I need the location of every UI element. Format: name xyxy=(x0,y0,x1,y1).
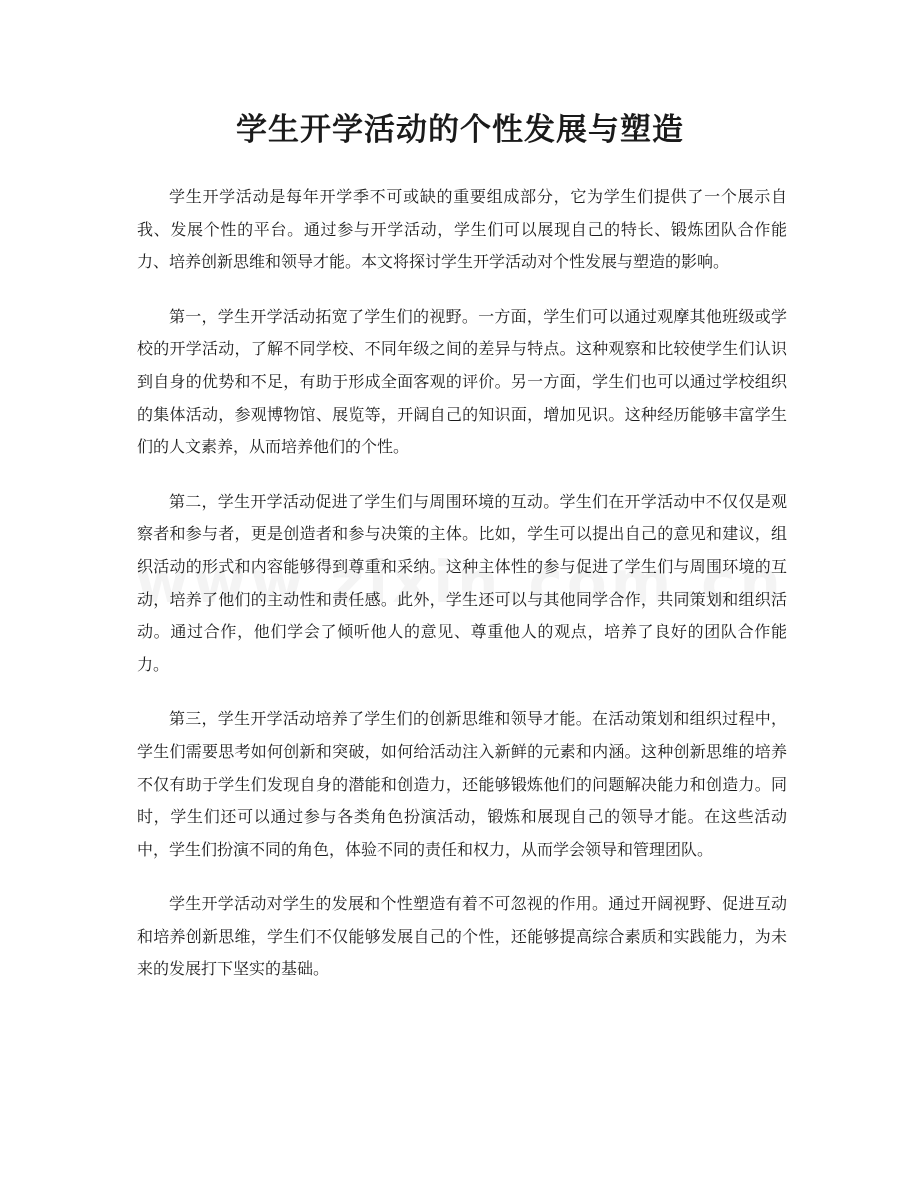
document-body xyxy=(137,181,787,1008)
paragraph-conclusion: 学生开学活动对学生的发展和个性塑造有着不可忽视的作用。通过开阔视野、促进互动和培养创新思维，学生们不仅能够发展自己的个性，还能够提高综合素质和实践能力，为未来的发展打下坚实的基础。 xyxy=(137,894,787,979)
paragraph-second-point: 第二，学生开学活动促进了学生们与周围环境的互动。学生们在开学活动中不仅仅是观察者和参与者，更是创造者和参与决策的主体。比如，学生可以提出自己的意见和建议，组织活动的形式和内容能够得到尊重和采纳。这种主体性的参与促进了学生们与周围环境的互动，培养了他们的主动性和责任感。此外，学生还可以与其他同学合作，共同策划和组织活动。通过合作，他们学会了倾听他人的意见、尊重他人的观点，培养了良好的团队合作能力。 xyxy=(137,491,787,674)
paragraph-intro: 学生开学活动是每年开学季不可或缺的重要组成部分，它为学生们提供了一个展示自我、发展个性的平台。通过参与开学活动，学生们可以展现自己的特长、锻炼团队合作能力、培养创新思维和领导才能。本文将探讨学生开学活动对个性发展与塑造的影响。 xyxy=(137,187,787,272)
paragraph-third-point: 第三，学生开学活动培养了学生们的创新思维和领导才能。在活动策划和组织过程中，学生们需要思考如何创新和突破，如何给活动注入新鲜的元素和内涵。这种创新思维的培养不仅有助于学生们发现自身的潜能和创造力，还能够锻炼他们的问题解决能力和创造力。同时，学生们还可以通过参与各类角色扮演活动，锻炼和展现自己的领导才能。在这些活动中，学生们扮演不同的角色，体验不同的责任和权力，从而学会领导和管理团队。 xyxy=(137,709,787,859)
paragraph-first-point: 第一，学生开学活动拓宽了学生们的视野。一方面，学生们可以通过观摩其他班级或学校的开学活动，了解不同学校、不同年级之间的差异与特点。这种观察和比较使学生们认识到自身的优势和不足，有助于形成全面客观的评价。另一方面，学生们也可以通过学校组织的集体活动，参观博物馆、展览等，开阔自己的知识面，增加见识。这种经历能够丰富学生们的人文素养，从而培养他们的个性。 xyxy=(137,306,787,457)
document-title: 学生开学活动的个性发展与塑造 xyxy=(236,112,684,148)
